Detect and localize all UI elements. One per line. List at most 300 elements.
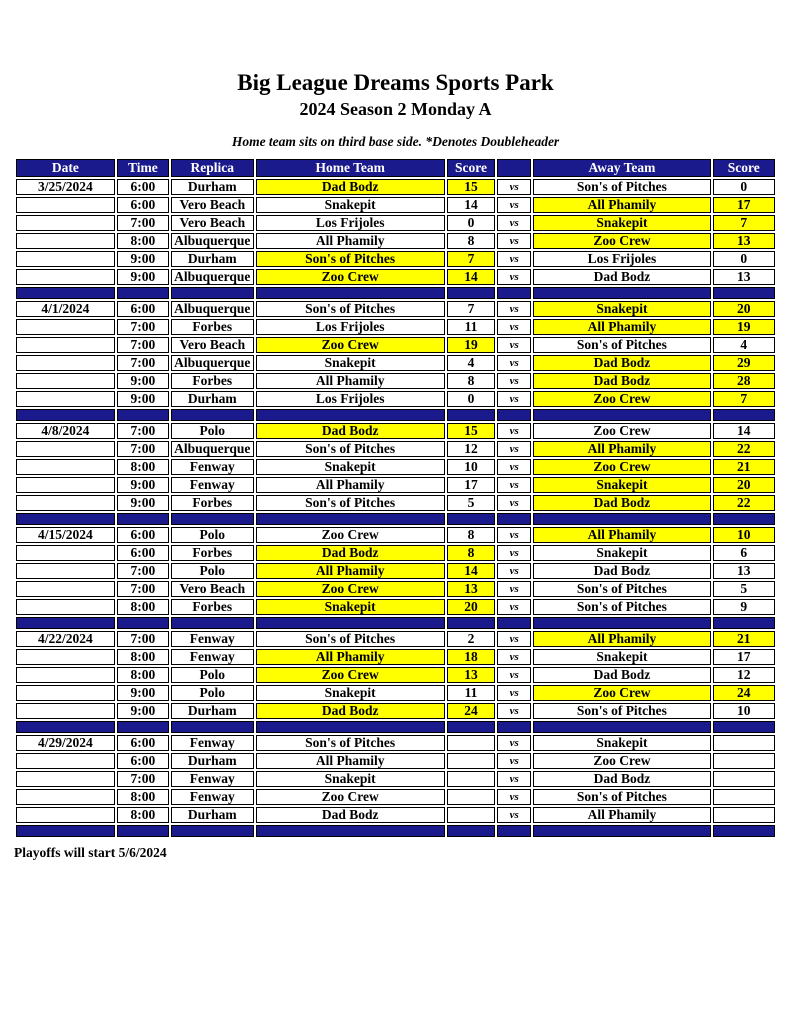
game-row	[16, 215, 775, 231]
date-cell: 4/1/2024	[16, 301, 115, 317]
vs-cell: vs	[497, 269, 531, 285]
home-team-cell: Son's of Pitches	[256, 631, 445, 647]
vs-cell: vs	[497, 685, 531, 701]
date-cell	[16, 269, 115, 285]
time-cell: 7:00	[117, 423, 169, 439]
away-team-cell: All Phamily	[533, 807, 710, 823]
time-cell: 7:00	[117, 563, 169, 579]
away-score-cell: 20	[713, 477, 775, 493]
home-team-cell: Dad Bodz	[256, 807, 445, 823]
vs-cell: vs	[497, 581, 531, 597]
away-score-cell: 0	[713, 251, 775, 267]
schedule-table	[14, 157, 777, 839]
vs-cell: vs	[497, 735, 531, 751]
replica-cell: Fenway	[171, 477, 254, 493]
column-header-away-score: Score	[713, 159, 775, 177]
away-score-cell: 24	[713, 685, 775, 701]
time-cell: 8:00	[117, 459, 169, 475]
time-cell: 7:00	[117, 337, 169, 353]
home-score-cell: 19	[447, 337, 495, 353]
home-score-cell	[447, 807, 495, 823]
date-cell	[16, 233, 115, 249]
vs-cell: vs	[497, 459, 531, 475]
home-team-cell: Los Frijoles	[256, 215, 445, 231]
replica-cell: Durham	[171, 391, 254, 407]
away-score-cell: 7	[713, 215, 775, 231]
date-cell	[16, 685, 115, 701]
time-cell: 6:00	[117, 545, 169, 561]
date-cell: 4/8/2024	[16, 423, 115, 439]
separator-cell	[447, 617, 495, 629]
replica-cell: Forbes	[171, 373, 254, 389]
section-separator-row	[16, 825, 775, 837]
away-team-cell: Snakepit	[533, 301, 710, 317]
time-cell: 9:00	[117, 269, 169, 285]
game-row	[16, 319, 775, 335]
column-header-time: Time	[117, 159, 169, 177]
home-score-cell: 18	[447, 649, 495, 665]
home-score-cell: 15	[447, 179, 495, 195]
vs-cell: vs	[497, 355, 531, 371]
date-cell: 4/22/2024	[16, 631, 115, 647]
away-score-cell: 22	[713, 441, 775, 457]
date-cell	[16, 391, 115, 407]
home-score-cell: 0	[447, 215, 495, 231]
home-score-cell	[447, 771, 495, 787]
time-cell: 9:00	[117, 495, 169, 511]
separator-cell	[713, 287, 775, 299]
separator-cell	[117, 721, 169, 733]
home-team-cell: Snakepit	[256, 599, 445, 615]
away-team-cell: All Phamily	[533, 527, 710, 543]
game-row	[16, 703, 775, 719]
home-score-cell: 2	[447, 631, 495, 647]
home-team-cell: Zoo Crew	[256, 789, 445, 805]
away-score-cell: 5	[713, 581, 775, 597]
home-team-cell: Dad Bodz	[256, 423, 445, 439]
home-team-cell: All Phamily	[256, 373, 445, 389]
away-team-cell: Dad Bodz	[533, 269, 710, 285]
away-team-cell: All Phamily	[533, 197, 710, 213]
separator-cell	[171, 721, 254, 733]
vs-cell: vs	[497, 563, 531, 579]
home-score-cell: 24	[447, 703, 495, 719]
game-row	[16, 807, 775, 823]
away-score-cell: 13	[713, 563, 775, 579]
away-score-cell: 21	[713, 631, 775, 647]
separator-cell	[533, 513, 710, 525]
time-cell: 8:00	[117, 649, 169, 665]
home-score-cell	[447, 789, 495, 805]
away-score-cell	[713, 807, 775, 823]
home-score-cell: 20	[447, 599, 495, 615]
vs-cell: vs	[497, 373, 531, 389]
separator-cell	[256, 617, 445, 629]
time-cell: 8:00	[117, 789, 169, 805]
separator-cell	[713, 409, 775, 421]
home-score-cell: 8	[447, 545, 495, 561]
vs-cell: vs	[497, 251, 531, 267]
home-score-cell: 14	[447, 197, 495, 213]
away-team-cell: Son's of Pitches	[533, 703, 710, 719]
game-row	[16, 753, 775, 769]
away-score-cell: 17	[713, 197, 775, 213]
time-cell: 8:00	[117, 233, 169, 249]
playoffs-note: Playoffs will start 5/6/2024	[14, 845, 167, 860]
away-score-cell	[713, 789, 775, 805]
vs-cell: vs	[497, 215, 531, 231]
away-score-cell	[713, 753, 775, 769]
home-team-cell: Zoo Crew	[256, 337, 445, 353]
separator-cell	[256, 825, 445, 837]
game-row	[16, 735, 775, 751]
time-cell: 7:00	[117, 581, 169, 597]
vs-cell: vs	[497, 807, 531, 823]
replica-cell: Albuquerque	[171, 301, 254, 317]
home-team-cell: All Phamily	[256, 477, 445, 493]
away-team-cell: Dad Bodz	[533, 373, 710, 389]
vs-cell: vs	[497, 631, 531, 647]
vs-cell: vs	[497, 649, 531, 665]
away-team-cell: Dad Bodz	[533, 355, 710, 371]
home-score-cell: 11	[447, 685, 495, 701]
replica-cell: Polo	[171, 527, 254, 543]
separator-cell	[16, 287, 115, 299]
away-score-cell: 10	[713, 703, 775, 719]
column-header-home-score: Score	[447, 159, 495, 177]
away-score-cell: 12	[713, 667, 775, 683]
replica-cell: Polo	[171, 667, 254, 683]
away-team-cell: Son's of Pitches	[533, 337, 710, 353]
game-row	[16, 581, 775, 597]
game-row	[16, 355, 775, 371]
home-team-cell: All Phamily	[256, 753, 445, 769]
game-row	[16, 789, 775, 805]
home-team-cell: All Phamily	[256, 649, 445, 665]
game-row	[16, 631, 775, 647]
vs-cell: vs	[497, 753, 531, 769]
away-score-cell: 22	[713, 495, 775, 511]
replica-cell: Fenway	[171, 649, 254, 665]
home-score-cell: 15	[447, 423, 495, 439]
home-score-cell: 17	[447, 477, 495, 493]
home-score-cell: 8	[447, 527, 495, 543]
home-team-cell: Zoo Crew	[256, 667, 445, 683]
away-score-cell: 13	[713, 269, 775, 285]
vs-cell: vs	[497, 423, 531, 439]
replica-cell: Durham	[171, 703, 254, 719]
date-cell	[16, 753, 115, 769]
home-score-cell	[447, 735, 495, 751]
vs-cell: vs	[497, 179, 531, 195]
time-cell: 6:00	[117, 197, 169, 213]
game-row	[16, 251, 775, 267]
separator-cell	[497, 513, 531, 525]
away-team-cell: Son's of Pitches	[533, 789, 710, 805]
game-row	[16, 545, 775, 561]
separator-cell	[713, 513, 775, 525]
time-cell: 6:00	[117, 753, 169, 769]
replica-cell: Forbes	[171, 495, 254, 511]
replica-cell: Durham	[171, 807, 254, 823]
replica-cell: Durham	[171, 753, 254, 769]
home-score-cell: 12	[447, 441, 495, 457]
date-cell	[16, 441, 115, 457]
date-cell	[16, 373, 115, 389]
time-cell: 8:00	[117, 599, 169, 615]
vs-cell: vs	[497, 391, 531, 407]
home-team-cell: Los Frijoles	[256, 319, 445, 335]
away-team-cell: All Phamily	[533, 441, 710, 457]
separator-cell	[713, 721, 775, 733]
replica-cell: Fenway	[171, 735, 254, 751]
replica-cell: Forbes	[171, 599, 254, 615]
time-cell: 6:00	[117, 179, 169, 195]
game-row	[16, 269, 775, 285]
date-cell	[16, 319, 115, 335]
home-team-cell: All Phamily	[256, 563, 445, 579]
time-cell: 9:00	[117, 251, 169, 267]
date-cell	[16, 251, 115, 267]
away-score-cell: 29	[713, 355, 775, 371]
separator-cell	[713, 617, 775, 629]
replica-cell: Polo	[171, 423, 254, 439]
home-score-cell: 13	[447, 667, 495, 683]
game-row	[16, 563, 775, 579]
separator-cell	[16, 409, 115, 421]
separator-cell	[256, 513, 445, 525]
home-score-cell: 10	[447, 459, 495, 475]
time-cell: 8:00	[117, 667, 169, 683]
time-cell: 9:00	[117, 685, 169, 701]
separator-cell	[447, 721, 495, 733]
replica-cell: Polo	[171, 685, 254, 701]
game-row	[16, 337, 775, 353]
replica-cell: Durham	[171, 251, 254, 267]
home-team-cell: Zoo Crew	[256, 269, 445, 285]
away-team-cell: Snakepit	[533, 735, 710, 751]
replica-cell: Albuquerque	[171, 355, 254, 371]
date-cell	[16, 581, 115, 597]
separator-cell	[447, 287, 495, 299]
vs-cell: vs	[497, 495, 531, 511]
section-separator-row	[16, 513, 775, 525]
away-score-cell: 17	[713, 649, 775, 665]
away-team-cell: Los Frijoles	[533, 251, 710, 267]
schedule-note: Home team sits on third base side. *Denotes Doubleheader	[231, 134, 560, 149]
away-team-cell: Zoo Crew	[533, 423, 710, 439]
date-cell	[16, 649, 115, 665]
away-team-cell: Snakepit	[533, 215, 710, 231]
section-separator-row	[16, 287, 775, 299]
section-separator-row	[16, 409, 775, 421]
separator-cell	[171, 825, 254, 837]
game-row	[16, 667, 775, 683]
vs-cell: vs	[497, 667, 531, 683]
game-row	[16, 441, 775, 457]
date-cell	[16, 495, 115, 511]
away-score-cell: 19	[713, 319, 775, 335]
away-team-cell: Zoo Crew	[533, 685, 710, 701]
replica-cell: Vero Beach	[171, 197, 254, 213]
separator-cell	[117, 513, 169, 525]
home-team-cell: Snakepit	[256, 197, 445, 213]
away-team-cell: Zoo Crew	[533, 391, 710, 407]
home-team-cell: Snakepit	[256, 459, 445, 475]
date-cell	[16, 337, 115, 353]
away-score-cell: 21	[713, 459, 775, 475]
away-team-cell: Dad Bodz	[533, 495, 710, 511]
replica-cell: Fenway	[171, 789, 254, 805]
home-team-cell: Son's of Pitches	[256, 441, 445, 457]
away-team-cell: Snakepit	[533, 545, 710, 561]
away-team-cell: Son's of Pitches	[533, 179, 710, 195]
vs-cell: vs	[497, 771, 531, 787]
home-score-cell: 0	[447, 391, 495, 407]
separator-cell	[16, 825, 115, 837]
separator-cell	[171, 409, 254, 421]
separator-cell	[117, 617, 169, 629]
date-cell: 3/25/2024	[16, 179, 115, 195]
replica-cell: Durham	[171, 179, 254, 195]
date-cell: 4/29/2024	[16, 735, 115, 751]
away-team-cell: Snakepit	[533, 477, 710, 493]
game-row	[16, 477, 775, 493]
away-team-cell: Zoo Crew	[533, 459, 710, 475]
home-score-cell: 13	[447, 581, 495, 597]
replica-cell: Fenway	[171, 771, 254, 787]
vs-cell: vs	[497, 703, 531, 719]
away-score-cell	[713, 771, 775, 787]
game-row	[16, 233, 775, 249]
time-cell: 7:00	[117, 355, 169, 371]
game-row	[16, 423, 775, 439]
date-cell	[16, 477, 115, 493]
home-score-cell: 7	[447, 301, 495, 317]
separator-cell	[533, 721, 710, 733]
replica-cell: Forbes	[171, 319, 254, 335]
home-score-cell: 5	[447, 495, 495, 511]
date-cell	[16, 459, 115, 475]
replica-cell: Polo	[171, 563, 254, 579]
time-cell: 6:00	[117, 301, 169, 317]
time-cell: 7:00	[117, 771, 169, 787]
date-cell	[16, 703, 115, 719]
time-cell: 9:00	[117, 477, 169, 493]
time-cell: 7:00	[117, 441, 169, 457]
time-cell: 6:00	[117, 527, 169, 543]
away-score-cell: 10	[713, 527, 775, 543]
away-team-cell: Zoo Crew	[533, 233, 710, 249]
separator-cell	[171, 617, 254, 629]
vs-cell: vs	[497, 789, 531, 805]
separator-cell	[171, 287, 254, 299]
date-cell	[16, 771, 115, 787]
game-row	[16, 391, 775, 407]
replica-cell: Albuquerque	[171, 441, 254, 457]
vs-cell: vs	[497, 545, 531, 561]
date-cell	[16, 355, 115, 371]
home-team-cell: Snakepit	[256, 685, 445, 701]
replica-cell: Albuquerque	[171, 233, 254, 249]
time-cell: 9:00	[117, 373, 169, 389]
separator-cell	[713, 825, 775, 837]
home-score-cell: 14	[447, 563, 495, 579]
away-score-cell: 7	[713, 391, 775, 407]
separator-cell	[497, 617, 531, 629]
date-cell	[16, 807, 115, 823]
game-row	[16, 197, 775, 213]
replica-cell: Albuquerque	[171, 269, 254, 285]
replica-cell: Forbes	[171, 545, 254, 561]
separator-cell	[533, 409, 710, 421]
away-score-cell: 0	[713, 179, 775, 195]
game-row	[16, 459, 775, 475]
time-cell: 9:00	[117, 703, 169, 719]
vs-cell: vs	[497, 477, 531, 493]
game-row	[16, 179, 775, 195]
separator-cell	[533, 617, 710, 629]
home-team-cell: Dad Bodz	[256, 703, 445, 719]
away-team-cell: Dad Bodz	[533, 667, 710, 683]
separator-cell	[497, 287, 531, 299]
home-team-cell: Los Frijoles	[256, 391, 445, 407]
column-header-away-team: Away Team	[533, 159, 710, 177]
home-score-cell: 8	[447, 233, 495, 249]
column-header-home-team: Home Team	[256, 159, 445, 177]
date-cell	[16, 667, 115, 683]
game-row	[16, 685, 775, 701]
table-header-row	[16, 159, 775, 177]
separator-cell	[533, 287, 710, 299]
replica-cell: Vero Beach	[171, 581, 254, 597]
separator-cell	[497, 409, 531, 421]
column-header-vs	[497, 159, 531, 177]
replica-cell: Fenway	[171, 631, 254, 647]
date-cell	[16, 563, 115, 579]
time-cell: 6:00	[117, 735, 169, 751]
away-score-cell: 28	[713, 373, 775, 389]
game-row	[16, 527, 775, 543]
home-team-cell: Dad Bodz	[256, 179, 445, 195]
separator-cell	[256, 409, 445, 421]
away-team-cell: Zoo Crew	[533, 753, 710, 769]
vs-cell: vs	[497, 337, 531, 353]
time-cell: 7:00	[117, 631, 169, 647]
date-cell	[16, 197, 115, 213]
separator-cell	[117, 409, 169, 421]
vs-cell: vs	[497, 197, 531, 213]
away-score-cell: 20	[713, 301, 775, 317]
separator-cell	[117, 287, 169, 299]
game-row	[16, 599, 775, 615]
replica-cell: Vero Beach	[171, 215, 254, 231]
separator-cell	[16, 617, 115, 629]
home-team-cell: Son's of Pitches	[256, 495, 445, 511]
home-team-cell: All Phamily	[256, 233, 445, 249]
home-score-cell: 8	[447, 373, 495, 389]
date-cell	[16, 545, 115, 561]
date-cell: 4/15/2024	[16, 527, 115, 543]
season-subtitle: 2024 Season 2 Monday A	[299, 99, 492, 119]
home-team-cell: Son's of Pitches	[256, 251, 445, 267]
home-team-cell: Son's of Pitches	[256, 301, 445, 317]
away-team-cell: Son's of Pitches	[533, 581, 710, 597]
away-team-cell: All Phamily	[533, 631, 710, 647]
away-team-cell: Snakepit	[533, 649, 710, 665]
home-score-cell	[447, 753, 495, 769]
away-score-cell	[713, 735, 775, 751]
